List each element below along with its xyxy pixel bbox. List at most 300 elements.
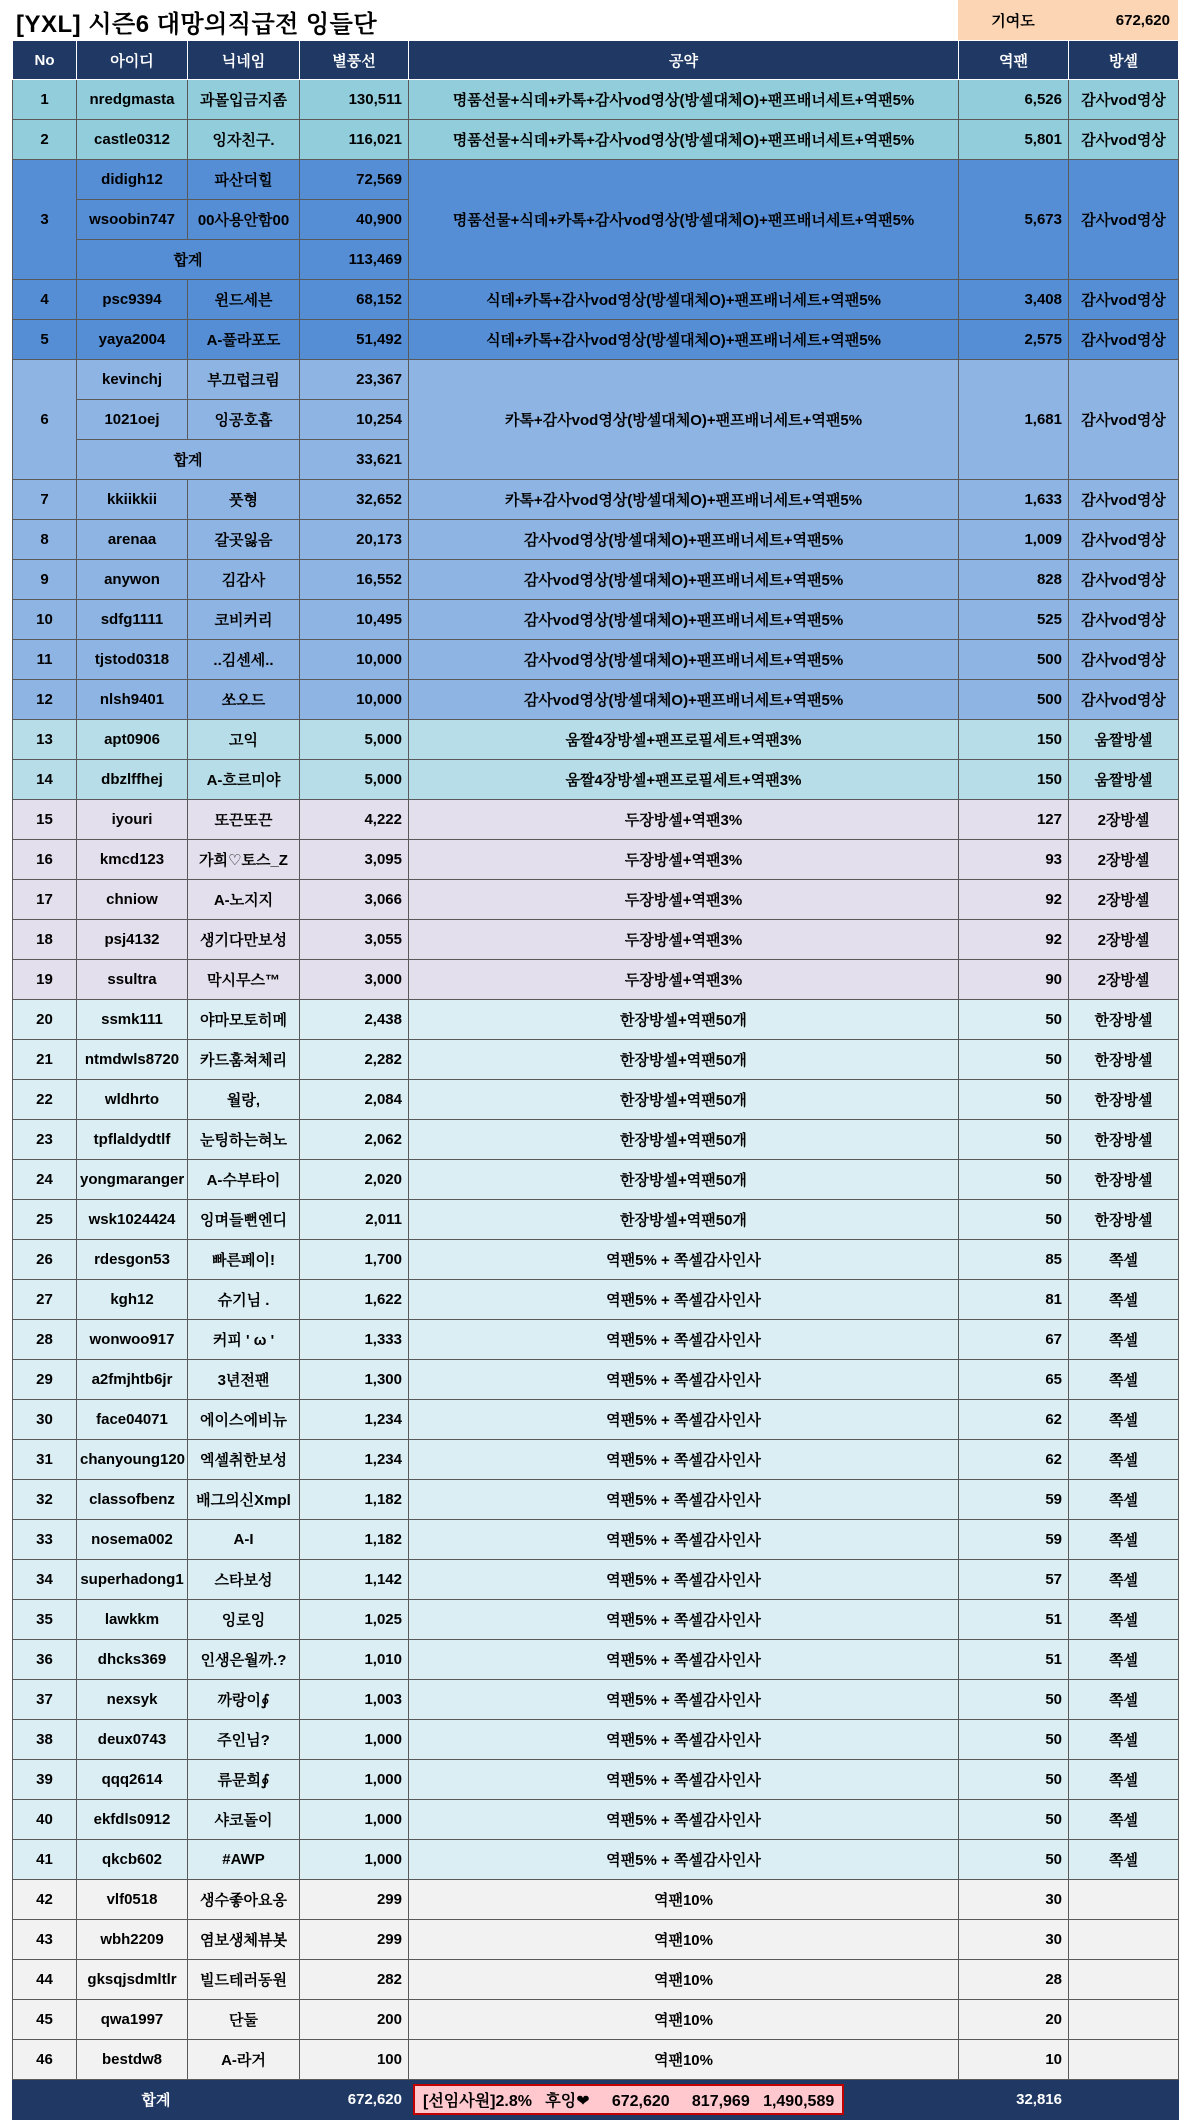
row-bangsel: 감사vod영상 — [1069, 360, 1179, 480]
row-stars: 2,020 — [300, 1160, 409, 1200]
row-id: wsoobin747 — [77, 200, 188, 240]
row-id: gksqjsdmltlr — [77, 1960, 188, 2000]
row-fan: 57 — [959, 1560, 1069, 1600]
row-no: 45 — [13, 2000, 77, 2040]
row-pledge: 감사vod영상(방셀대체O)+팬프배너세트+역팬5% — [409, 560, 959, 600]
table-row — [13, 1400, 1179, 1440]
row-stars: 2,062 — [300, 1120, 409, 1160]
row-bangsel: 쪽셀 — [1069, 1520, 1179, 1560]
row-stars: 40,900 — [300, 200, 409, 240]
row-id: dhcks369 — [77, 1640, 188, 1680]
row-stars: 32,652 — [300, 480, 409, 520]
row-no: 7 — [13, 480, 77, 520]
row-pledge: 명품선물+식데+카톡+감사vod영상(방셀대체O)+팬프배너세트+역팬5% — [409, 160, 959, 280]
row-pledge: 한장방셀+역팬50개 — [409, 1040, 959, 1080]
row-nick: 월랑, — [188, 1080, 300, 1120]
row-pledge: 역팬5% + 쪽셀감사인사 — [409, 1400, 959, 1440]
row-bangsel: 감사vod영상 — [1069, 560, 1179, 600]
row-stars: 200 — [300, 2000, 409, 2040]
row-bangsel: 감사vod영상 — [1069, 80, 1179, 120]
row-id: ntmdwls8720 — [77, 1040, 188, 1080]
table-row — [13, 360, 1179, 400]
table-row — [13, 1720, 1179, 1760]
table-row — [13, 320, 1179, 360]
row-pledge: 역팬5% + 쪽셀감사인사 — [409, 1520, 959, 1560]
table-row — [13, 1040, 1179, 1080]
subtotal-value: 113,469 — [300, 240, 409, 280]
row-stars: 68,152 — [300, 280, 409, 320]
row-nick: 고익 — [188, 720, 300, 760]
table-row — [13, 1520, 1179, 1560]
row-fan: 85 — [959, 1240, 1069, 1280]
row-nick: 잉로잉 — [188, 1600, 300, 1640]
row-id: apt0906 — [77, 720, 188, 760]
row-nick: 눈팅하는혀노 — [188, 1120, 300, 1160]
row-id: classofbenz — [77, 1480, 188, 1520]
row-pledge: 역팬5% + 쪽셀감사인사 — [409, 1560, 959, 1600]
row-bangsel: 2장방셀 — [1069, 880, 1179, 920]
row-pledge: 한장방셀+역팬50개 — [409, 1160, 959, 1200]
row-nick: 염보생체뷰봇 — [188, 1920, 300, 1960]
row-stars: 116,021 — [300, 120, 409, 160]
row-nick: 00사용안함00 — [188, 200, 300, 240]
table-row — [13, 80, 1179, 120]
row-bangsel — [1069, 1960, 1179, 2000]
row-no: 38 — [13, 1720, 77, 1760]
row-no: 39 — [13, 1760, 77, 1800]
row-stars: 1,234 — [300, 1400, 409, 1440]
row-stars: 23,367 — [300, 360, 409, 400]
row-pledge: 감사vod영상(방셀대체O)+팬프배너세트+역팬5% — [409, 600, 959, 640]
row-pledge: 두장방셀+역팬3% — [409, 840, 959, 880]
row-pledge: 식데+카톡+감사vod영상(방셀대체O)+팬프배너세트+역팬5% — [409, 280, 959, 320]
row-nick: 생기다만보성 — [188, 920, 300, 960]
subtotal-value: 33,621 — [300, 440, 409, 480]
table-row — [13, 1080, 1179, 1120]
row-stars: 16,552 — [300, 560, 409, 600]
row-bangsel: 쪽셀 — [1069, 1240, 1179, 1280]
row-no: 40 — [13, 1800, 77, 1840]
header-fan: 역팬 — [959, 41, 1069, 80]
row-fan: 67 — [959, 1320, 1069, 1360]
row-bangsel: 한장방셀 — [1069, 1160, 1179, 1200]
row-no: 27 — [13, 1280, 77, 1320]
row-nick: 갈곳잃음 — [188, 520, 300, 560]
table-row — [13, 120, 1179, 160]
row-bangsel: 쪽셀 — [1069, 1600, 1179, 1640]
row-pledge: 역팬5% + 쪽셀감사인사 — [409, 1320, 959, 1360]
row-id: sdfg1111 — [77, 600, 188, 640]
row-bangsel: 감사vod영상 — [1069, 160, 1179, 280]
row-fan: 30 — [959, 1880, 1069, 1920]
row-id: psc9394 — [77, 280, 188, 320]
row-pledge: 식데+카톡+감사vod영상(방셀대체O)+팬프배너세트+역팬5% — [409, 320, 959, 360]
row-pledge: 감사vod영상(방셀대체O)+팬프배너세트+역팬5% — [409, 640, 959, 680]
row-id: nexsyk — [77, 1680, 188, 1720]
row-stars: 20,173 — [300, 520, 409, 560]
row-bangsel: 2장방셀 — [1069, 800, 1179, 840]
row-id: chniow — [77, 880, 188, 920]
row-nick: 인생은월까.? — [188, 1640, 300, 1680]
row-no: 15 — [13, 800, 77, 840]
row-bangsel: 감사vod영상 — [1069, 120, 1179, 160]
row-fan: 50 — [959, 1680, 1069, 1720]
row-no: 22 — [13, 1080, 77, 1120]
row-no: 32 — [13, 1480, 77, 1520]
row-id: anywon — [77, 560, 188, 600]
row-stars: 10,000 — [300, 680, 409, 720]
table-row — [13, 920, 1179, 960]
row-stars: 2,282 — [300, 1040, 409, 1080]
table-row — [13, 1760, 1179, 1800]
row-pledge: 역팬10% — [409, 2040, 959, 2080]
row-bangsel: 쪽셀 — [1069, 1760, 1179, 1800]
row-id: qwa1997 — [77, 2000, 188, 2040]
table-row — [13, 1200, 1179, 1240]
row-stars: 2,011 — [300, 1200, 409, 1240]
row-pledge: 역팬10% — [409, 1880, 959, 1920]
row-fan: 50 — [959, 1800, 1069, 1840]
row-stars: 1,000 — [300, 1720, 409, 1760]
total-stars: 672,620 — [300, 2080, 409, 2120]
total-note-cell — [409, 2080, 959, 2120]
row-nick: A-흐르미야 — [188, 760, 300, 800]
row-pledge: 움짤4장방셀+팬프로필세트+역팬3% — [409, 720, 959, 760]
row-no: 13 — [13, 720, 77, 760]
row-id: face04071 — [77, 1400, 188, 1440]
row-stars: 3,066 — [300, 880, 409, 920]
row-no: 23 — [13, 1120, 77, 1160]
row-nick: 잉공호흡 — [188, 400, 300, 440]
row-fan: 30 — [959, 1920, 1069, 1960]
row-pledge: 역팬5% + 쪽셀감사인사 — [409, 1840, 959, 1880]
row-fan: 50 — [959, 1080, 1069, 1120]
row-fan: 1,633 — [959, 480, 1069, 520]
table-row — [13, 280, 1179, 320]
row-fan: 62 — [959, 1400, 1069, 1440]
row-no: 36 — [13, 1640, 77, 1680]
row-stars: 51,492 — [300, 320, 409, 360]
row-no: 35 — [13, 1600, 77, 1640]
row-bangsel: 쪽셀 — [1069, 1560, 1179, 1600]
row-no: 28 — [13, 1320, 77, 1360]
row-bangsel: 움짤방셀 — [1069, 760, 1179, 800]
row-fan: 93 — [959, 840, 1069, 880]
row-stars: 1,025 — [300, 1600, 409, 1640]
row-id: castle0312 — [77, 120, 188, 160]
row-fan: 62 — [959, 1440, 1069, 1480]
row-fan: 65 — [959, 1360, 1069, 1400]
row-no: 29 — [13, 1360, 77, 1400]
table-row — [13, 1440, 1179, 1480]
total-empty — [1069, 2080, 1179, 2120]
row-id: chanyoung120 — [77, 1440, 188, 1480]
contribution-label: 기여도 — [991, 12, 1035, 30]
row-pledge: 카톡+감사vod영상(방셀대체O)+팬프배너세트+역팬5% — [409, 480, 959, 520]
row-nick: 파산더힐 — [188, 160, 300, 200]
row-fan: 81 — [959, 1280, 1069, 1320]
row-bangsel: 2장방셀 — [1069, 920, 1179, 960]
row-no: 18 — [13, 920, 77, 960]
row-stars: 1,000 — [300, 1800, 409, 1840]
row-nick: 빌드테러동원 — [188, 1960, 300, 2000]
row-id: wonwoo917 — [77, 1320, 188, 1360]
row-bangsel: 움짤방셀 — [1069, 720, 1179, 760]
row-pledge: 역팬5% + 쪽셀감사인사 — [409, 1640, 959, 1680]
row-fan: 10 — [959, 2040, 1069, 2080]
table-row — [13, 840, 1179, 880]
row-pledge: 한장방셀+역팬50개 — [409, 1120, 959, 1160]
row-stars: 299 — [300, 1920, 409, 1960]
row-bangsel — [1069, 2000, 1179, 2040]
row-no: 33 — [13, 1520, 77, 1560]
row-nick: 또끈또끈 — [188, 800, 300, 840]
row-stars: 130,511 — [300, 80, 409, 120]
total-note: [선임사원]2.8% 후잉❤ 672,620 817,969 1,490,589 — [413, 2084, 844, 2115]
row-stars: 1,182 — [300, 1520, 409, 1560]
spreadsheet — [12, 0, 1178, 2120]
row-stars: 1,142 — [300, 1560, 409, 1600]
row-bangsel: 감사vod영상 — [1069, 480, 1179, 520]
row-id: deux0743 — [77, 1720, 188, 1760]
row-bangsel: 쪽셀 — [1069, 1440, 1179, 1480]
row-stars: 72,569 — [300, 160, 409, 200]
table-row — [13, 1240, 1179, 1280]
row-nick: 에이스에비뉴 — [188, 1400, 300, 1440]
row-nick: 커피 ' ω ' — [188, 1320, 300, 1360]
row-fan: 50 — [959, 1160, 1069, 1200]
row-nick: 엑셀취한보성 — [188, 1440, 300, 1480]
row-fan: 150 — [959, 720, 1069, 760]
row-id: kmcd123 — [77, 840, 188, 880]
row-no: 41 — [13, 1840, 77, 1880]
row-nick: A-노지지 — [188, 880, 300, 920]
row-bangsel: 감사vod영상 — [1069, 520, 1179, 560]
row-bangsel: 쪽셀 — [1069, 1280, 1179, 1320]
row-bangsel: 감사vod영상 — [1069, 640, 1179, 680]
row-no: 31 — [13, 1440, 77, 1480]
row-stars: 1,182 — [300, 1480, 409, 1520]
row-nick: 빠른페이! — [188, 1240, 300, 1280]
row-nick: 김감사 — [188, 560, 300, 600]
row-fan: 525 — [959, 600, 1069, 640]
row-pledge: 카톡+감사vod영상(방셀대체O)+팬프배너세트+역팬5% — [409, 360, 959, 480]
row-bangsel: 쪽셀 — [1069, 1800, 1179, 1840]
row-id: tpflaldydtlf — [77, 1120, 188, 1160]
table-row — [13, 960, 1179, 1000]
table-row — [13, 640, 1179, 680]
table-row — [13, 1880, 1179, 1920]
row-bangsel: 감사vod영상 — [1069, 280, 1179, 320]
row-no: 5 — [13, 320, 77, 360]
row-no: 1 — [13, 80, 77, 120]
row-no: 2 — [13, 120, 77, 160]
row-bangsel: 쪽셀 — [1069, 1720, 1179, 1760]
row-nick: 주인님? — [188, 1720, 300, 1760]
row-nick: A-라거 — [188, 2040, 300, 2080]
row-nick: 잉자친구. — [188, 120, 300, 160]
row-stars: 1,622 — [300, 1280, 409, 1320]
row-no: 11 — [13, 640, 77, 680]
row-id: wbh2209 — [77, 1920, 188, 1960]
row-fan: 28 — [959, 1960, 1069, 2000]
row-fan: 50 — [959, 1040, 1069, 1080]
table-row — [13, 1600, 1179, 1640]
row-bangsel: 쪽셀 — [1069, 1680, 1179, 1720]
row-id: vlf0518 — [77, 1880, 188, 1920]
row-bangsel: 한장방셀 — [1069, 1200, 1179, 1240]
row-fan: 50 — [959, 1840, 1069, 1880]
row-fan: 59 — [959, 1520, 1069, 1560]
table-row — [13, 1840, 1179, 1880]
row-no: 37 — [13, 1680, 77, 1720]
row-id: yongmaranger — [77, 1160, 188, 1200]
row-fan: 90 — [959, 960, 1069, 1000]
row-nick: 3년전팬 — [188, 1360, 300, 1400]
row-nick: 류문희∮ — [188, 1760, 300, 1800]
row-stars: 1,003 — [300, 1680, 409, 1720]
row-pledge: 두장방셀+역팬3% — [409, 960, 959, 1000]
row-stars: 1,000 — [300, 1840, 409, 1880]
row-pledge: 한장방셀+역팬50개 — [409, 1080, 959, 1120]
row-nick: 잉며들뻔엔디 — [188, 1200, 300, 1240]
table-row — [13, 2000, 1179, 2040]
row-id: lawkkm — [77, 1600, 188, 1640]
row-id: wldhrto — [77, 1080, 188, 1120]
row-id: ssultra — [77, 960, 188, 1000]
header-id: 아이디 — [77, 41, 188, 80]
row-id: bestdw8 — [77, 2040, 188, 2080]
row-nick: 코비커리 — [188, 600, 300, 640]
row-nick: 샤코돌이 — [188, 1800, 300, 1840]
row-pledge: 두장방셀+역팬3% — [409, 880, 959, 920]
row-pledge: 역팬5% + 쪽셀감사인사 — [409, 1240, 959, 1280]
row-fan: 50 — [959, 1760, 1069, 1800]
row-bangsel: 감사vod영상 — [1069, 600, 1179, 640]
row-bangsel: 쪽셀 — [1069, 1840, 1179, 1880]
row-no: 8 — [13, 520, 77, 560]
row-nick: A-풀라포도 — [188, 320, 300, 360]
row-id: dbzlffhej — [77, 760, 188, 800]
row-id: tjstod0318 — [77, 640, 188, 680]
row-nick: 단둘 — [188, 2000, 300, 2040]
row-id: iyouri — [77, 800, 188, 840]
subtotal-label: 합계 — [77, 440, 300, 480]
row-nick: 카드훔쳐체리 — [188, 1040, 300, 1080]
row-bangsel: 쪽셀 — [1069, 1480, 1179, 1520]
row-id: a2fmjhtb6jr — [77, 1360, 188, 1400]
row-pledge: 움짤4장방셀+팬프로필세트+역팬3% — [409, 760, 959, 800]
row-stars: 10,254 — [300, 400, 409, 440]
row-pledge: 두장방셀+역팬3% — [409, 920, 959, 960]
row-bangsel: 한장방셀 — [1069, 1000, 1179, 1040]
row-stars: 4,222 — [300, 800, 409, 840]
row-fan: 5,673 — [959, 160, 1069, 280]
row-fan: 50 — [959, 1000, 1069, 1040]
row-no: 21 — [13, 1040, 77, 1080]
ranking-table — [12, 40, 1179, 2120]
row-id: rdesgon53 — [77, 1240, 188, 1280]
row-pledge: 역팬10% — [409, 1920, 959, 1960]
table-row — [13, 160, 1179, 200]
row-no: 9 — [13, 560, 77, 600]
row-no: 26 — [13, 1240, 77, 1280]
row-pledge: 역팬10% — [409, 2000, 959, 2040]
row-pledge: 역팬5% + 쪽셀감사인사 — [409, 1760, 959, 1800]
row-nick: 풋형 — [188, 480, 300, 520]
row-pledge: 한장방셀+역팬50개 — [409, 1200, 959, 1240]
table-row — [13, 1960, 1179, 2000]
row-stars: 1,234 — [300, 1440, 409, 1480]
row-stars: 100 — [300, 2040, 409, 2080]
row-fan: 500 — [959, 640, 1069, 680]
row-fan: 50 — [959, 1120, 1069, 1160]
row-fan: 828 — [959, 560, 1069, 600]
row-stars: 282 — [300, 1960, 409, 2000]
row-id: psj4132 — [77, 920, 188, 960]
row-stars: 1,700 — [300, 1240, 409, 1280]
header-no: No — [13, 41, 77, 80]
row-nick: A-수부타이 — [188, 1160, 300, 1200]
table-row — [13, 1000, 1179, 1040]
table-row — [13, 1920, 1179, 1960]
row-bangsel: 감사vod영상 — [1069, 320, 1179, 360]
row-no: 10 — [13, 600, 77, 640]
table-row — [13, 2040, 1179, 2080]
row-id: kkiikkii — [77, 480, 188, 520]
row-pledge: 역팬5% + 쪽셀감사인사 — [409, 1440, 959, 1480]
row-no: 46 — [13, 2040, 77, 2080]
row-bangsel: 쪽셀 — [1069, 1320, 1179, 1360]
row-pledge: 역팬5% + 쪽셀감사인사 — [409, 1720, 959, 1760]
table-row — [13, 560, 1179, 600]
row-no: 3 — [13, 160, 77, 280]
title-bar — [12, 0, 1178, 40]
row-fan: 50 — [959, 1200, 1069, 1240]
row-no: 43 — [13, 1920, 77, 1960]
row-fan: 92 — [959, 880, 1069, 920]
row-id: 1021oej — [77, 400, 188, 440]
row-no: 14 — [13, 760, 77, 800]
row-pledge: 감사vod영상(방셀대체O)+팬프배너세트+역팬5% — [409, 680, 959, 720]
row-nick: 부끄럽크림 — [188, 360, 300, 400]
table-row — [13, 1640, 1179, 1680]
table-row — [13, 800, 1179, 840]
row-pledge: 역팬5% + 쪽셀감사인사 — [409, 1360, 959, 1400]
header-pledge: 공약 — [409, 41, 959, 80]
row-bangsel: 쪽셀 — [1069, 1400, 1179, 1440]
row-fan: 59 — [959, 1480, 1069, 1520]
row-stars: 3,095 — [300, 840, 409, 880]
row-fan: 6,526 — [959, 80, 1069, 120]
row-pledge: 명품선물+식데+카톡+감사vod영상(방셀대체O)+팬프배너세트+역팬5% — [409, 80, 959, 120]
header-bangsel: 방셀 — [1069, 41, 1179, 80]
row-no: 34 — [13, 1560, 77, 1600]
row-fan: 20 — [959, 2000, 1069, 2040]
row-nick: 가희♡토스_Z — [188, 840, 300, 880]
row-nick: 까랑이∮ — [188, 1680, 300, 1720]
row-fan: 51 — [959, 1600, 1069, 1640]
row-nick: 막시무스™ — [188, 960, 300, 1000]
row-bangsel: 쪽셀 — [1069, 1640, 1179, 1680]
row-fan: 51 — [959, 1640, 1069, 1680]
row-nick: ..김센세.. — [188, 640, 300, 680]
row-no: 12 — [13, 680, 77, 720]
row-stars: 1,333 — [300, 1320, 409, 1360]
row-bangsel: 감사vod영상 — [1069, 680, 1179, 720]
row-no: 4 — [13, 280, 77, 320]
row-stars: 3,000 — [300, 960, 409, 1000]
